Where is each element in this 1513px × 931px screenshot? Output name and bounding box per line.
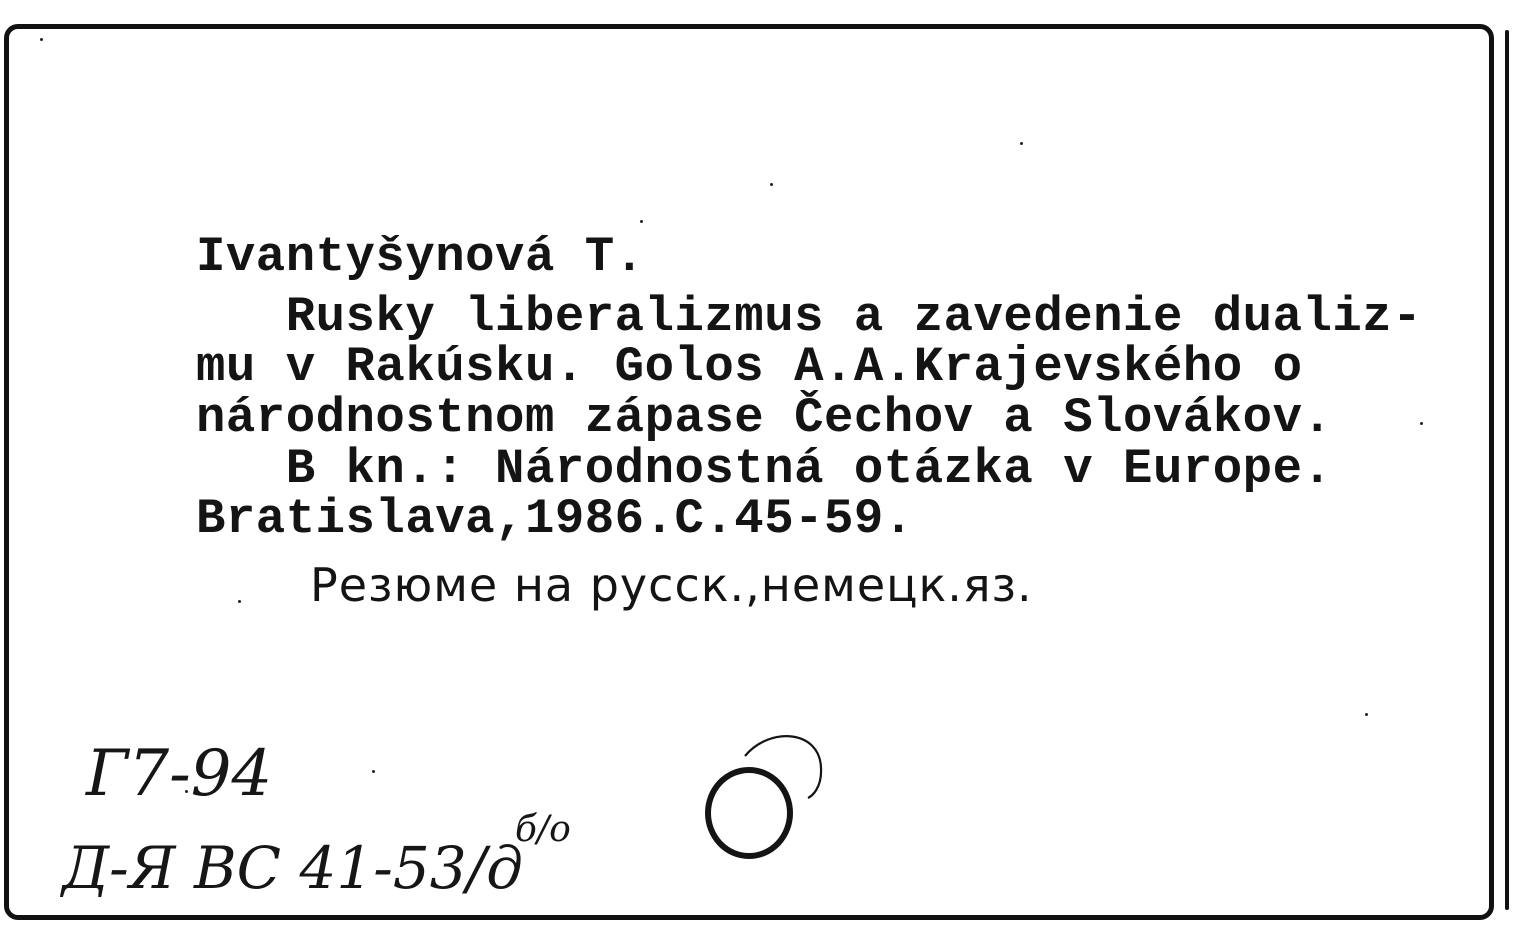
speck <box>40 38 43 41</box>
summary-note: Резюме на русск.,немецк.яз. <box>310 558 1033 612</box>
speck <box>1020 142 1023 145</box>
speck <box>1420 422 1423 425</box>
title-line-2: mu v Rakúsku. Golos A.A.Krajevského o <box>196 339 1303 395</box>
title-line-1: Rusky liberalizmus a zavedenie dualiz- <box>196 289 1423 345</box>
shelfmark-2: Д-Я ВС 41-53/д <box>62 834 523 902</box>
speck <box>372 770 375 773</box>
source-line-2: Bratislava,1986.C.45-59. <box>196 491 914 547</box>
title-line-3: národnostnom zápase Čechov a Slovákov. <box>196 390 1333 446</box>
author-line: Ivantyšynová T. <box>196 229 645 285</box>
circle-outer-ring <box>708 770 790 856</box>
fraction-mark: б/о <box>515 809 571 850</box>
speck <box>770 183 773 186</box>
speck <box>1365 713 1368 716</box>
card-edge <box>1505 30 1509 910</box>
source-line-1: B kn.: Národnostná otázka v Europe. <box>196 441 1333 497</box>
speck <box>640 220 643 223</box>
circle-mark-icon <box>690 718 840 868</box>
speck <box>238 600 241 603</box>
shelfmark-1: Г7-94 <box>86 737 273 811</box>
